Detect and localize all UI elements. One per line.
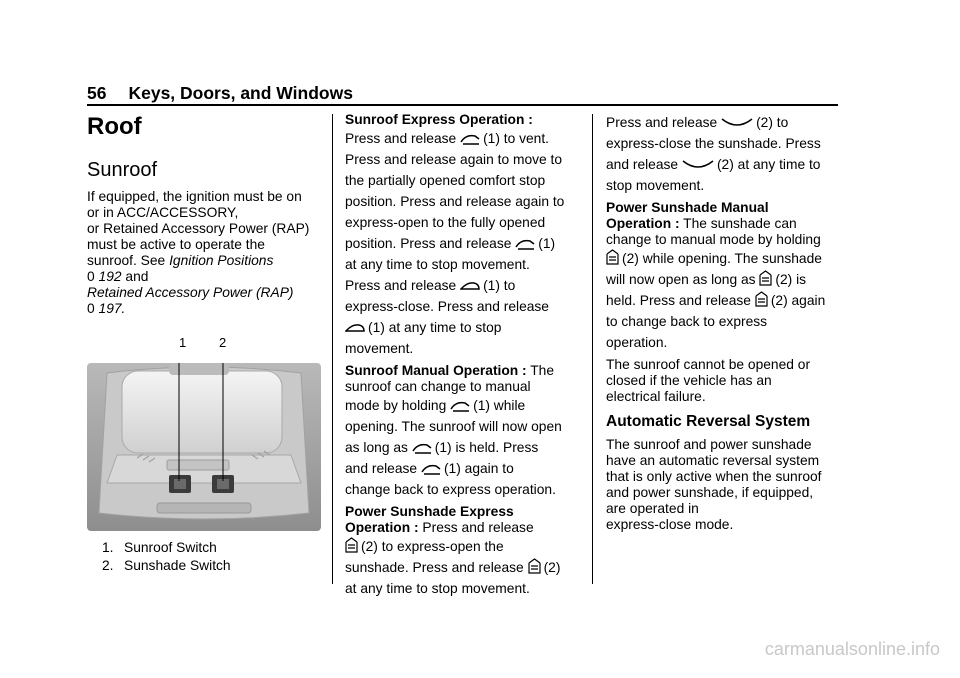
text-line: The sunroof cannot be opened or [606, 357, 811, 372]
text-line: (1) while [473, 398, 526, 413]
manual-operation-text [345, 395, 585, 500]
sunshade-express-lead-2: Operation : [345, 520, 419, 535]
intro-line: sunroof. See [87, 253, 170, 268]
text-line: (1) to vent. [483, 131, 550, 146]
text-line: position. Press and release again to [345, 194, 565, 209]
sunshade-manual-text [606, 248, 841, 353]
callout-2: 2 [219, 335, 227, 350]
page-ref-197[interactable]: 197. [98, 301, 126, 316]
sunshade-express-lead-1: Power Sunshade Express [345, 504, 514, 519]
text-line: are operated in [606, 501, 699, 516]
sunroof-close-icon [345, 322, 365, 334]
sunshade-manual-paragraph [606, 200, 841, 248]
text-line: that is only active when the sunroof [606, 469, 822, 484]
text-line: (1) again to [443, 461, 514, 476]
intro-line: or Retained Accessory Power (RAP) [87, 221, 310, 236]
watermark: carmanualsonline.info [764, 639, 940, 659]
section-title: Keys, Doors, and Windows [128, 83, 353, 103]
express-operation-lead: Sunroof Express Operation : [345, 112, 533, 127]
sunshade-open-icon [606, 249, 619, 265]
text-line: Press and release [606, 115, 718, 130]
text-line: at any time to stop movement. [345, 581, 530, 596]
sunshade-manual-lead-1: Power Sunshade Manual [606, 200, 769, 215]
text-line: held. Press and release [606, 293, 751, 308]
text-line: The sunshade can [679, 216, 797, 231]
text-line: movement. [345, 341, 414, 356]
sunroof-close-icon [460, 280, 480, 292]
text-line: change to manual mode by holding [606, 232, 821, 247]
text-line: Press and release again to move to [345, 152, 563, 167]
electrical-failure-paragraph [606, 357, 841, 405]
sunroof-vent-icon [421, 463, 441, 475]
text-line: (2) again [770, 293, 826, 308]
text-line: sunroof can change to manual [345, 379, 531, 394]
text-line: (1) to [483, 278, 516, 293]
text-line: (1) at any time to stop [368, 320, 502, 335]
text-line: (2) to [756, 115, 789, 130]
text-line: have an automatic reversal system [606, 453, 820, 468]
sunroof-vent-icon [412, 442, 432, 454]
text-line: (2) is [775, 272, 807, 287]
intro-paragraph [87, 189, 327, 317]
text-line: to change back to express [606, 314, 768, 329]
text-line: and release [345, 461, 418, 476]
sunshade-manual-lead-2: Operation : [606, 216, 680, 231]
text-line: as long as [345, 440, 408, 455]
caption-sunroof-switch: Sunroof Switch [124, 540, 217, 555]
intro-line: and [121, 269, 149, 284]
text-line: express-open to the fully opened [345, 215, 546, 230]
overhead-console-figure [87, 335, 323, 525]
link-rap[interactable]: Retained Accessory Power (RAP) [87, 285, 294, 300]
sunshade-open-icon [759, 270, 772, 286]
express-operation-text [345, 128, 585, 359]
caption-number: 2. [102, 558, 114, 573]
heading-automatic-reversal: Automatic Reversal System [606, 413, 811, 430]
text-line: Press and release [345, 131, 457, 146]
text-line: (1) is held. Press [434, 440, 539, 455]
text-line: and release [606, 157, 679, 172]
page-header [87, 83, 353, 104]
text-line: operation. [606, 335, 668, 350]
sunshade-open-icon [528, 558, 541, 574]
text-line: mode by holding [345, 398, 447, 413]
manual-operation-lead: Sunroof Manual Operation : [345, 363, 527, 378]
text-line: position. Press and release [345, 236, 512, 251]
figure-captions [87, 539, 327, 575]
text-line: (2) [543, 560, 561, 575]
caption-sunshade-switch: Sunshade Switch [124, 558, 231, 573]
sunroof-vent-icon [515, 238, 535, 250]
text-line: the partially opened comfort stop [345, 173, 546, 188]
caption-number: 1. [102, 540, 114, 555]
console-photo [87, 363, 321, 531]
link-ignition-positions[interactable]: Ignition Positions [169, 253, 274, 268]
ref-arrow-icon: 0 [87, 269, 95, 284]
text-line: closed if the vehicle has an [606, 373, 772, 388]
text-line: Press and release [418, 520, 534, 535]
ref-arrow-icon: 0 [87, 301, 95, 316]
text-line: (2) while opening. The sunshade [622, 251, 822, 266]
text-line: change back to express operation. [345, 482, 556, 497]
column-divider-2 [592, 114, 593, 584]
intro-line: If equipped, the ignition must be on [87, 189, 302, 204]
sunshade-close-text [606, 112, 841, 196]
reversal-paragraph [606, 437, 841, 533]
text-line: stop movement. [606, 178, 705, 193]
heading-sunroof: Sunroof [87, 159, 158, 181]
text-line: express-close the sunshade. Press [606, 136, 821, 151]
column-2 [345, 112, 585, 599]
header-rule [87, 104, 838, 106]
text-line: opening. The sunroof will now open [345, 419, 562, 434]
manual-operation-paragraph [345, 363, 585, 395]
sunshade-open-icon [345, 537, 358, 553]
sunshade-express-text [345, 536, 585, 599]
intro-line: or in ACC/ACCESSORY, [87, 205, 239, 220]
text-line: express-close. Press and release [345, 299, 549, 314]
text-line: The sunroof and power sunshade [606, 437, 812, 452]
text-line: at any time to stop movement. [345, 257, 530, 272]
text-line: (1) [538, 236, 556, 251]
sunshade-express-paragraph [345, 504, 585, 536]
page-ref-192[interactable]: 192 [98, 269, 122, 284]
page-number: 56 [87, 83, 107, 103]
text-line: (2) to express-open the [361, 539, 504, 554]
column-3 [606, 112, 841, 533]
heading-roof: Roof [87, 113, 142, 140]
text-line: express-close mode. [606, 517, 734, 532]
sunshade-open-icon [755, 291, 768, 307]
sunshade-close-icon [682, 159, 714, 171]
sunroof-vent-icon [460, 133, 480, 145]
text-line: will now open as long as [606, 272, 756, 287]
text-line: electrical failure. [606, 389, 706, 404]
column-divider-1 [332, 114, 333, 584]
intro-line: must be active to operate the [87, 237, 265, 252]
text-line: Press and release [345, 278, 457, 293]
text-line: sunshade. Press and release [345, 560, 524, 575]
text-line: and power sunshade, if equipped, [606, 485, 814, 500]
text-line: (2) at any time to [716, 157, 821, 172]
express-operation-paragraph [345, 112, 585, 128]
column-1 [87, 112, 327, 575]
callout-1: 1 [179, 335, 187, 350]
sunshade-close-icon [721, 117, 753, 129]
text-line: The [526, 363, 555, 378]
sunroof-vent-icon [450, 400, 470, 412]
